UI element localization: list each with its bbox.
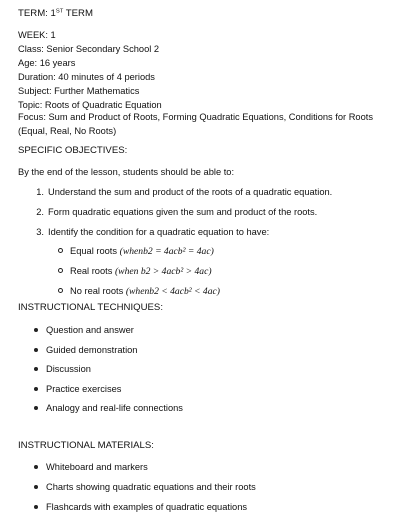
hollow-bullet-icon [58,248,63,253]
material-item: Flashcards with examples of quadratic equations [34,501,247,513]
objective-item-2: 2. Form quadratic equations given the sum and product of the roots. [36,207,318,217]
bullet-icon [34,367,38,371]
duration-line: Duration: 40 minutes of 4 periods [18,72,155,82]
technique-item: Discussion [34,363,91,375]
term-suffix: TERM [63,8,93,19]
objectives-intro: By the end of the lesson, students should be able to: [18,167,235,177]
bullet-icon [34,465,38,469]
term-superscript: ST [55,8,64,15]
bullet-icon [34,505,38,509]
condition-item-equal: Equal roots (whenb2 = 4acb² = 4ac) [58,245,214,258]
bullet-icon [34,348,38,352]
objectives-heading: SPECIFIC OBJECTIVES: [18,145,128,156]
bullet-icon [34,328,38,332]
objective-item-3: 3. Identify the condition for a quadratic equation to have: [36,227,270,237]
techniques-heading: INSTRUCTIONAL TECHNIQUES: [18,302,163,313]
bullet-icon [34,406,38,410]
focus-line: Focus: Sum and Product of Roots, Forming Quadratic Equations, Conditions for Roots (Equal, Real, No Roots) [18,112,374,136]
technique-item: Guided demonstration [34,344,137,356]
materials-heading: INSTRUCTIONAL MATERIALS: [18,440,154,451]
week-line: WEEK: 1 [18,30,56,40]
technique-item: Practice exercises [34,383,121,395]
technique-item: Question and answer [34,324,134,336]
term-line [18,8,93,20]
age-line: Age: 16 years [18,58,76,68]
class-line: Class: Senior Secondary School 2 [18,44,160,54]
subject-line: Subject: Further Mathematics [18,86,140,96]
material-item: Charts showing quadratic equations and their roots [34,481,256,493]
topic-line: Topic: Roots of Quadratic Equation [18,100,162,110]
condition-item-no-real: No real roots (whenb2 < 4acb² < 4ac) [58,285,220,298]
bullet-icon [34,485,38,489]
condition-item-real: Real roots (when b2 > 4acb² > 4ac) [58,265,212,278]
bullet-icon [34,387,38,391]
material-item: Whiteboard and markers [34,461,148,473]
hollow-bullet-icon [58,268,63,273]
objective-item-1: 1. Understand the sum and product of the roots of a quadratic equation. [36,187,333,197]
term-prefix: TERM: 1 [18,8,56,19]
technique-item: Analogy and real-life connections [34,402,183,414]
hollow-bullet-icon [58,288,63,293]
